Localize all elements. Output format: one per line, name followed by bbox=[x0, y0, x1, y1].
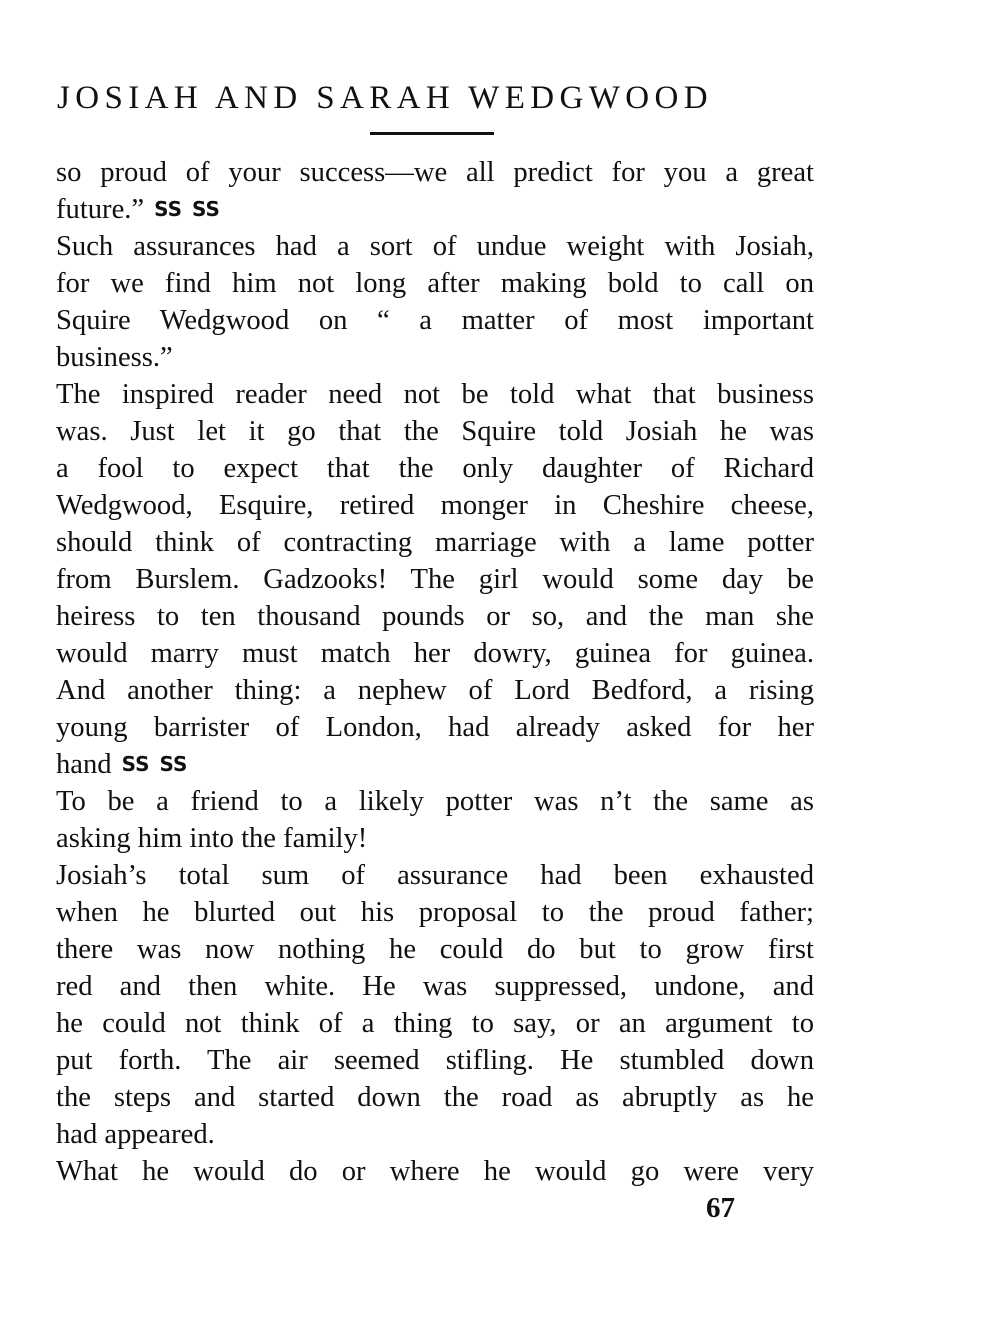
text-line: hand SS SS bbox=[56, 746, 814, 783]
text-line: would marry must match her dowry, guinea for guinea. bbox=[56, 638, 814, 669]
paragraph bbox=[56, 783, 814, 857]
paragraph bbox=[56, 1153, 814, 1190]
fleuron-ornament-icon: SS bbox=[159, 752, 188, 776]
text-line: Josiah’s total sum of assurance had been exhausted bbox=[56, 860, 814, 891]
text-line: Squire Wedgwood on “ a matter of most important bbox=[56, 305, 814, 336]
text-line: heiress to ten thousand pounds or so, and the man she bbox=[56, 601, 814, 632]
text-line: should think of contracting marriage with a lame potter bbox=[56, 527, 814, 558]
text-line: when he blurted out his proposal to the proud father; bbox=[56, 897, 814, 928]
text-line: he could not think of a thing to say, or an argument to bbox=[56, 1008, 814, 1039]
paragraph bbox=[56, 228, 814, 376]
text-line: Wedgwood, Esquire, retired monger in Cheshire cheese, bbox=[56, 490, 814, 521]
text-line: red and then white. He was suppressed, undone, and bbox=[56, 971, 814, 1002]
fleuron-ornament-icon: SS bbox=[192, 197, 220, 221]
text-line: And another thing: a nephew of Lord Bedford, a rising bbox=[56, 675, 814, 706]
paragraph bbox=[56, 376, 814, 783]
text-line: asking him into the family! bbox=[56, 823, 368, 854]
fleuron-ornament-icon: SS bbox=[154, 197, 183, 221]
text-line: there was now nothing he could do but to grow first bbox=[56, 934, 814, 965]
text-line: future.” SS SS bbox=[56, 191, 814, 228]
header-rule-divider bbox=[370, 132, 494, 135]
paragraph bbox=[56, 857, 814, 1153]
running-head-title: JOSIAH AND SARAH WEDGWOOD bbox=[57, 80, 713, 116]
text-line: had appeared. bbox=[56, 1119, 215, 1150]
text-line: was. Just let it go that the Squire told Josiah he was bbox=[56, 416, 814, 447]
text-line: a fool to expect that the only daughter of Richard bbox=[56, 453, 814, 484]
text-line: put forth. The air seemed stifling. He stumbled down bbox=[56, 1045, 814, 1076]
text-line: the steps and started down the road as abruptly as he bbox=[56, 1082, 814, 1113]
text-line: young barrister of London, had already asked for her bbox=[56, 712, 814, 743]
body-text bbox=[56, 154, 814, 1190]
paragraph bbox=[56, 154, 814, 228]
text-line: What he would do or where he would go were very bbox=[56, 1156, 814, 1187]
text-line: Such assurances had a sort of undue weight with Josiah, bbox=[56, 231, 814, 262]
page-number: 67 bbox=[706, 1192, 735, 1224]
fleuron-ornament-icon: SS bbox=[121, 752, 150, 776]
text-line: To be a friend to a likely potter was n’t the same as bbox=[56, 786, 814, 817]
text-line: The inspired reader need not be told what that business bbox=[56, 379, 814, 410]
text-line: so proud of your success—we all predict for you a great bbox=[56, 157, 814, 188]
text-line: for we find him not long after making bold to call on bbox=[56, 268, 814, 299]
text-line: business.” bbox=[56, 342, 173, 373]
text-line: from Burslem. Gadzooks! The girl would some day be bbox=[56, 564, 814, 595]
